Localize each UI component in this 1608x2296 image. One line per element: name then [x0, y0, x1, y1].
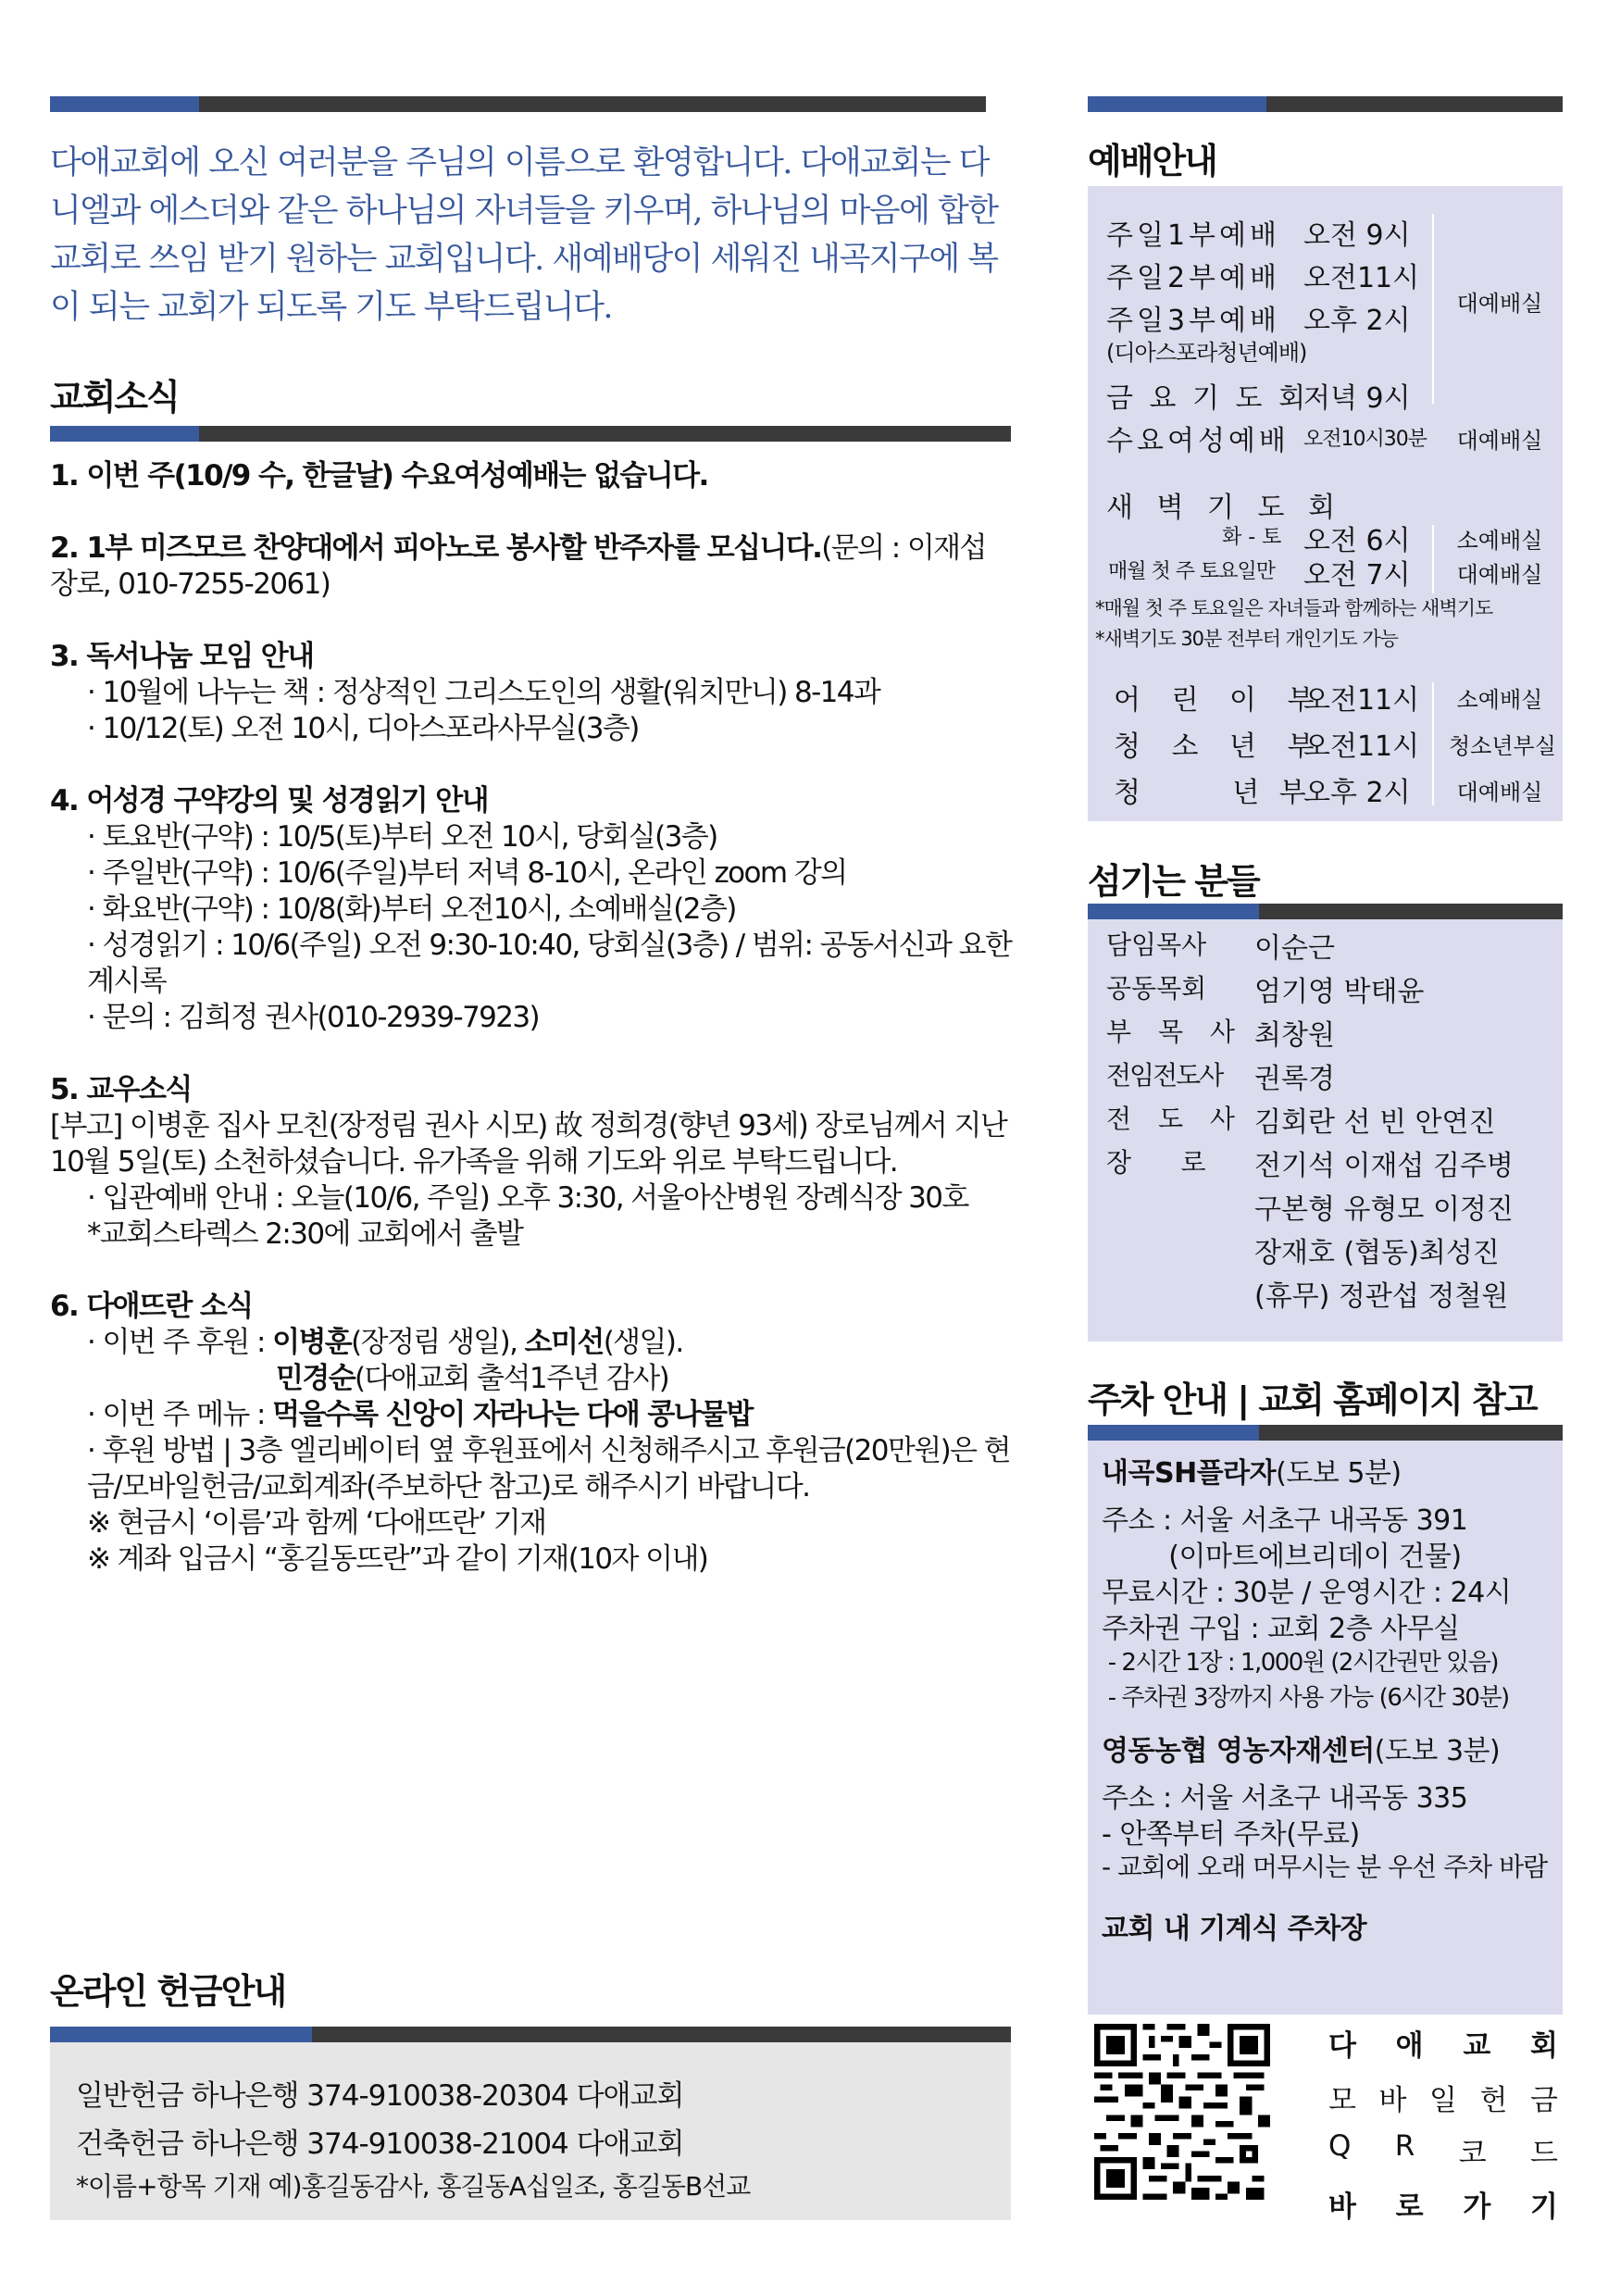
- parking-panel: 내곡SH플라자(도보 5분) 주소 : 서울 서초구 내곡동 391 (이마트에브리데이 건물) 무료시간 : 30분 / 운영시간 : 24시 주차권 구입 : 교회 2층 사무실 - 2시간 1장 : 1,000원 (2시간권만 있음) - 주차권 3장까지 사용 가능 (6시간 30분) 영동농협 영농자재센터(도보 3분) 주소 : 서울 서초구 내곡동 335 - 안쪽부터 주차(무료) - 교회에 오래 머무시는 분 우선 주차 바람 교회 내 기계식 주차장: [1088, 1441, 1563, 2015]
- news-item-3: 3. 독서나눔 모임 안내 · 10월에 나누는 책 : 정상적인 그리스도인의 생활(워치만니) 8-14과 · 10/12(토) 오전 10시, 디아스포라사무실(3층): [50, 640, 880, 745]
- qr-label-church[interactable]: 다 애 교 회: [1328, 2029, 1558, 2063]
- offering-panel: [50, 2042, 1011, 2220]
- worship-divider-2: [1432, 525, 1434, 593]
- news-item-1: 1. 이번 주(10/9 수, 한글날) 수요여성예배는 없습니다.: [50, 459, 708, 493]
- top-divider-right: [1088, 96, 1563, 112]
- servants-divider: [1088, 904, 1563, 919]
- offering-title: 온라인 헌금안내: [50, 1971, 286, 2012]
- qr-label-mobile-offering[interactable]: 모 바 일 헌 금: [1328, 2084, 1558, 2117]
- offering-divider: [50, 2027, 1011, 2042]
- news-list: [50, 458, 1013, 1614]
- welcome-text: 다애교회에 오신 여러분을 주님의 이름으로 환영합니다. 다애교회는 다니엘과 에스더와 같은 하나님의 자녀들을 키우며, 하나님의 마음에 합한 교회로 쓰임 받기 원하는 교회입니다. 새예배당이 세워진 내곡지구에 복이 되는 교회가 되도록 기도 부탁드립니다.: [50, 144, 998, 326]
- top-divider-left: [50, 96, 986, 112]
- qr-label-qr-code[interactable]: Q R 코 드: [1328, 2129, 1558, 2170]
- qr-label-shortcut[interactable]: 바 로 가 기: [1328, 2190, 1558, 2224]
- offering-building: 건축헌금 하나은행 374-910038-21004 다애교회: [76, 2128, 684, 2161]
- news-item-2: 2. 1부 미즈모르 찬양대에서 피아노로 봉사할 반주자를 모십니다.(문의 : 이재섭 장로, 010-7255-2061): [50, 531, 986, 601]
- worship-divider-1: [1432, 214, 1434, 404]
- offering-note: *이름+항목 기재 예)홍길동감사, 홍길동A십일조, 홍길동B선교: [76, 2171, 751, 2202]
- worship-divider-3: [1432, 682, 1434, 805]
- news-title: 교회소식: [50, 377, 179, 418]
- worship-room-main: 대예배실: [1456, 291, 1543, 317]
- parking-divider: [1088, 1425, 1563, 1441]
- servants-panel: 담임목사 이순근 공동목회 엄기영 박태윤 부 목 사 최창원 전임전도사 권록경 전 도 사 김회란 선 빈 안연진 장 로 전기석 이재섭 김주병 구본형 유형모 이정진 장재호 (협동)최성진 (휴무) 정관섭 정철원: [1088, 919, 1563, 1341]
- qr-code-icon[interactable]: [1094, 2024, 1270, 2200]
- news-item-5: 5. 교우소식 [부고] 이병훈 집사 모친(장정림 권사 시모) 故 정희경(향년 93세) 장로님께서 지난 10월 5일(토) 소천하셨습니다. 유가족을 위해 기도와 위로 부탁드립니다. · 입관예배 안내 : 오늘(10/6, 주일) 오후 3:30, 서울아산병원 장례식장 30호 *교회스타렉스 2:30에 교회에서 출발: [50, 1073, 1007, 1251]
- worship-panel: 주일1부예배 오전 9시 주일2부예배 오전11시 주일3부예배 오후 2시 (디아스포라청년예배) 대예배실 금 요 기 도 회 저녁 9시 수요여성예배 오전10시30분 대예배실 새 벽 기 도 회 화 - 토 오전 6시 소예배실 매월 첫 주 토요일만 오전 7시 대예배실 *매월 첫 주 토요일은 자녀들과 함께하는 새벽기도 *새벽기도 30분 전부터 개인기도 가능 어 린 이 부 오전11시 소예배실 청 소 년 부 오전11시 청소년부실 청 년 부 오후 2시 대예배실: [1088, 186, 1563, 821]
- servants-title: 섬기는 분들: [1088, 861, 1259, 902]
- offering-general: 일반헌금 하나은행 374-910038-20304 다애교회: [76, 2079, 684, 2113]
- news-item-6: 6. 다애뜨란 소식 · 이번 주 후원 : 이병훈(장정림 생일), 소미선(생일). 민경순(다애교회 출석1주년 감사) · 이번 주 메뉴 : 먹을수록 신앙이 자라나는 다애 콩나물밥 · 후원 방법 | 3층 엘리베이터 옆 후원표에서 신청해주시고 후원금(20만원)은 현금/모바일헌금/교회계좌(주보하단 참고)로 해주시기 바랍니다. ※ 현금시 ‘이름’과 함께 ‘다애뜨란’ 기재 ※ 계좌 입금시 “홍길동뜨란”과 같이 기재(10자 이내): [50, 1290, 1011, 1576]
- news-divider: [50, 426, 1011, 442]
- parking-title: 주차 안내 | 교회 홈페이지 참고: [1088, 1379, 1537, 1420]
- news-item-4: 4. 어성경 구약강의 및 성경읽기 안내 · 토요반(구약) : 10/5(토)부터 오전 10시, 당회실(3층) · 주일반(구약) : 10/6(주일)부터 저녁 8-10시, 온라인 zoom 강의 · 화요반(구약) : 10/8(화)부터 오전10시, 소예배실(2층) · 성경읽기 : 10/6(주일) 오전 9:30-10:40, 당회실(3층) / 범위: 공동서신과 요한계시록 · 문의 : 김희정 권사(010-2939-7923): [50, 784, 1012, 1034]
- worship-title: 예배안내: [1088, 141, 1216, 181]
